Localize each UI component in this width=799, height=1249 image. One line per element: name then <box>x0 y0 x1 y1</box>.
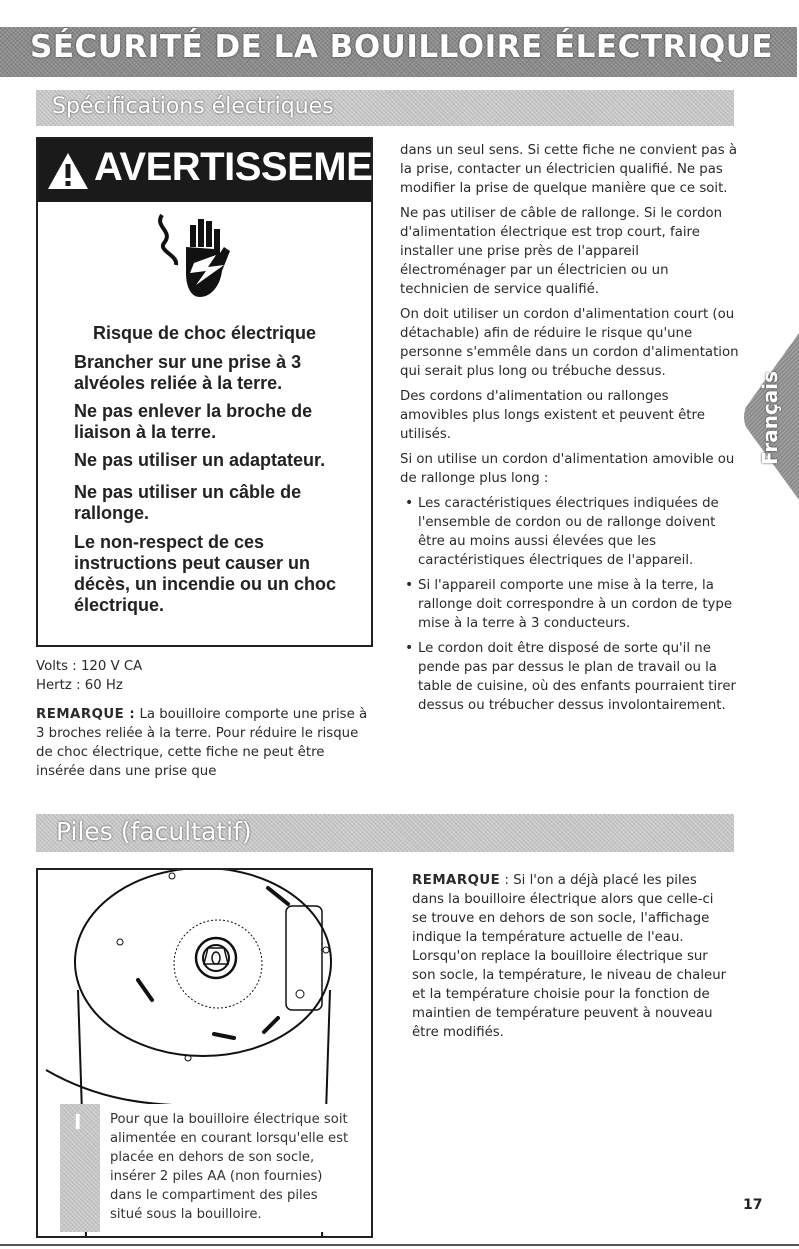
caption-box <box>60 1104 360 1232</box>
warning-box <box>36 137 425 647</box>
page-title: SÉCURITÉ DE LA BOUILLOIRE ÉLECTRIQUE <box>30 29 774 65</box>
warning-header-text: AVERTISSEMENT <box>94 145 425 189</box>
paragraph: On doit utiliser un cordon d'alimentation court (ou détachable) afin de réduire le risque qu'une personne s'emmêle dans un cordon d'alimentation qui serait plus long ou trébuche dessus. <box>400 307 739 379</box>
kettle-illustration-box <box>36 868 373 1238</box>
section-title: Piles (facultatif) <box>56 817 252 846</box>
section-header-electrical <box>36 90 734 126</box>
warning-line-5: Le non-respect de ces instructions peut causer un décès, un incendie ou un choc électrique. <box>74 532 337 615</box>
remark-text: La bouilloire comporte une prise à 3 broches reliée à la terre. Pour réduire le risque de choc électrique, cette fiche ne peut être insérée dans une prise que <box>36 707 368 779</box>
paragraph: Si on utilise un cordon d'alimentation amovible ou de rallonge plus long : <box>400 452 735 486</box>
remark-grounding <box>36 705 376 781</box>
page-number: 17 <box>743 1197 763 1213</box>
section-title: Spécifications électriques <box>52 94 334 119</box>
hazard-title: Risque de choc électrique <box>92 323 317 343</box>
remark-label: REMARQUE : <box>36 707 136 722</box>
paragraph: dans un seul sens. Si cette fiche ne convient pas à la prise, contacter un électricien qualifié. Ne pas modifier la prise de quelque manière que ce soit. <box>400 143 738 196</box>
language-label: Français <box>758 370 782 466</box>
section-header-batteries <box>36 814 734 852</box>
remark-text: : Si l'on a déjà placé les piles dans la bouilloire électrique alors que celle-ci se trouve en dehors de son socle, l'affichage indique la température actuelle de l'eau. Lorsqu'on replace la bouilloire électrique sur son socle, la température, le niveau de chaleur et la température choisie pour la fonction de maintien de température peuvent à nouveau être modifiés. <box>412 873 727 1040</box>
title-bar <box>0 27 797 77</box>
language-tab <box>742 333 799 500</box>
electric-shock-hand-icon <box>150 207 260 317</box>
warning-line-1: Brancher sur une prise à 3 alvéoles reliée à la terre. <box>74 352 302 393</box>
caption-text: Pour que la bouilloire électrique soit alimentée en courant lorsqu'elle est placée en dehors de son socle, insérer 2 piles AA (non fournies) dans le compartiment des piles situé sous la bouilloire. <box>110 1112 349 1222</box>
warning-line-3: Ne pas utiliser un adaptateur. <box>74 450 326 470</box>
paragraph: Ne pas utiliser de câble de rallonge. Si le cordon d'alimentation électrique est trop court, faire installer une prise près de l'appareil électroménager par un électricien ou un technicien de service qualifié. <box>400 206 723 297</box>
warning-line-2: Ne pas enlever la broche de liaison à la terre. <box>74 401 313 442</box>
warning-header <box>38 139 425 202</box>
caption-letter: I <box>74 1110 82 1134</box>
volts-spec: Volts : 120 V CA <box>36 659 143 674</box>
bottom-rule <box>0 1244 799 1246</box>
bullet-item: • Les caractéristiques électriques indiquées de l'ensemble de cordon ou de rallonge doivent être au moins aussi élevées que les caractéristiques électriques de l'appareil. <box>400 494 740 570</box>
remark-batteries <box>412 871 732 1042</box>
right-column <box>400 141 740 721</box>
warning-line-4: Ne pas utiliser un câble de rallonge. <box>74 482 302 523</box>
paragraph: Des cordons d'alimentation ou rallonges amovibles plus longs existent et peuvent être utilisés. <box>400 389 705 442</box>
bullet-item: • Si l'appareil comporte une mise à la terre, la rallonge doit correspondre à un cordon de type mise à la terre à 3 conducteurs. <box>400 576 740 633</box>
warning-triangle-icon <box>46 151 90 191</box>
remark-label: REMARQUE <box>412 873 501 888</box>
hertz-spec: Hertz : 60 Hz <box>36 678 123 693</box>
caption-strip <box>60 1104 100 1232</box>
bullet-item: • Le cordon doit être disposé de sorte qu'il ne pende pas par dessus le plan de travail ou la table de cuisine, où des enfants pourraient tirer dessus ou trébucher dessus involontairement. <box>400 639 740 715</box>
